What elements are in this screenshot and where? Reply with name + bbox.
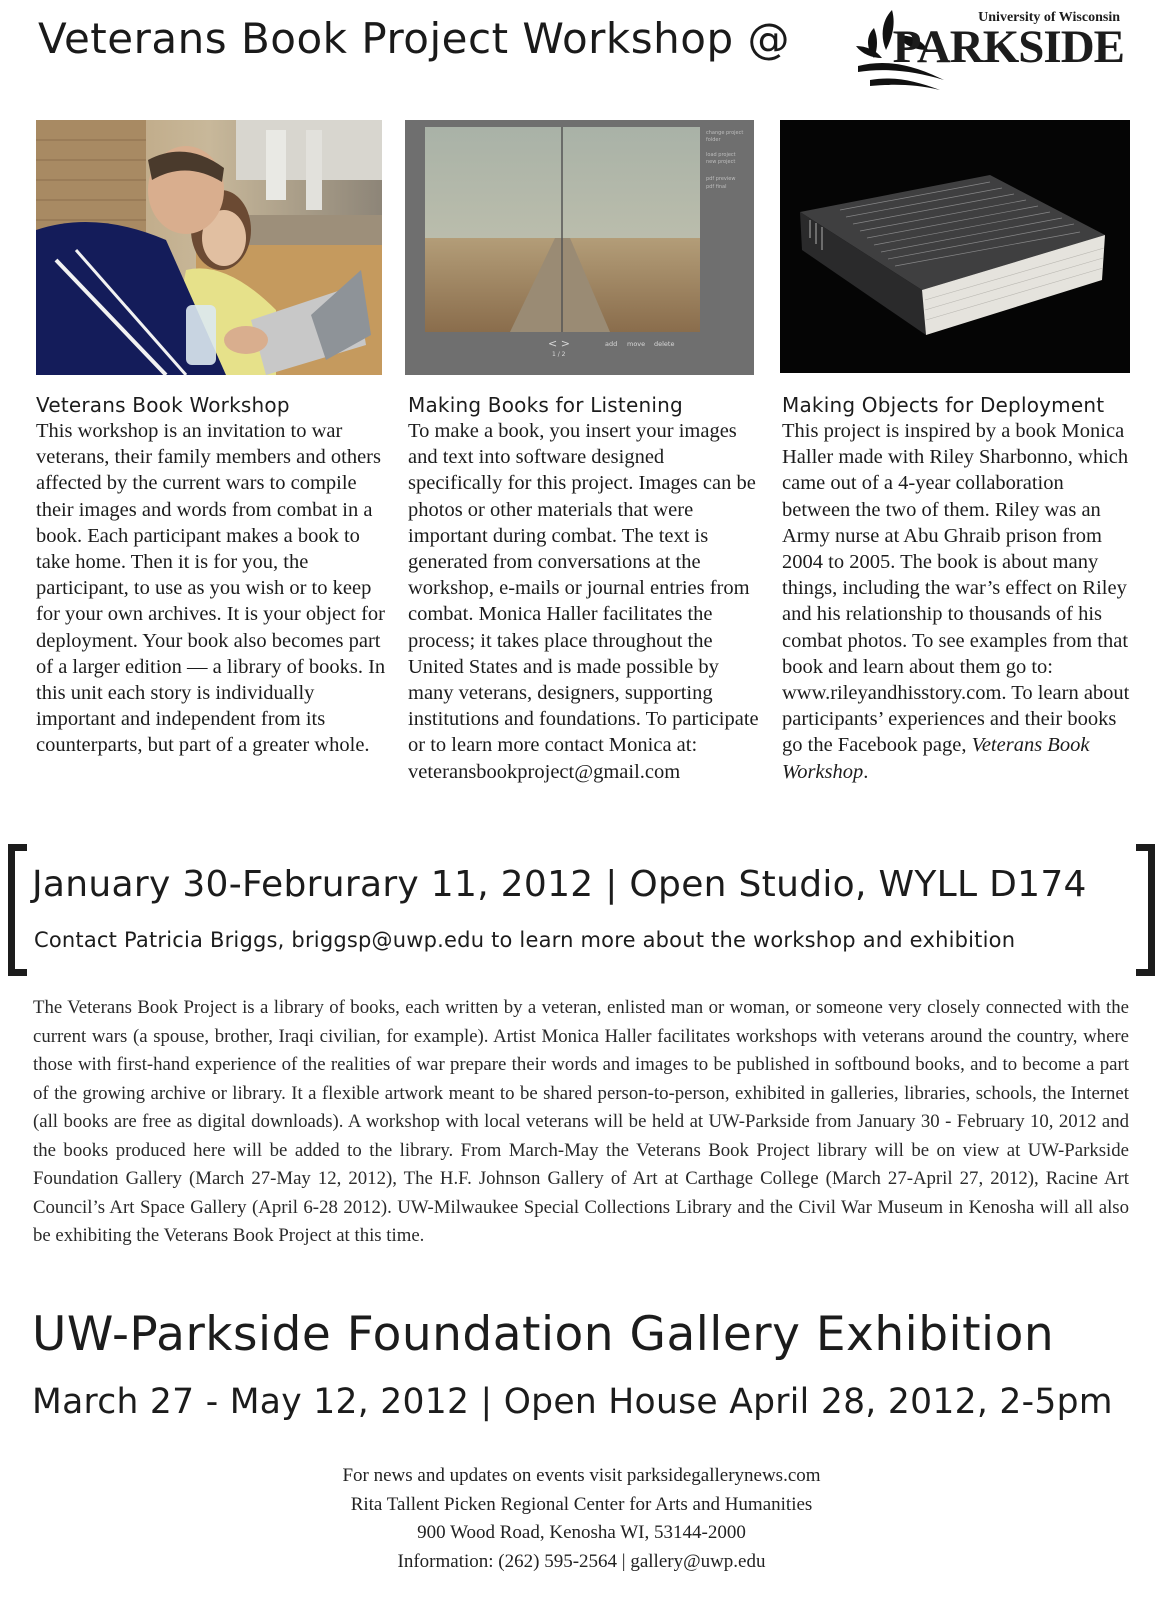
- menu-item: pdf final: [706, 184, 727, 190]
- column-text: This project is inspired by a book Monica Haller made with Riley Sharbonno, which came out of a 4-year collaboration between the two of them. Riley was an Army nurse at Abu Ghraib prison from 2004 to 2005. The book is about many things, including the war’s effect on Riley and his relationship to thousands of his combat photos. To see examples from that book and learn about them go to: www.rileyandhisstory.com. To learn about participants’ experiences and their books go the Facebook page,: [782, 420, 1130, 757]
- column-workshop: [36, 392, 388, 759]
- move-button: move: [627, 340, 646, 348]
- workshop-dates: January 30-Februrary 11, 2012 | Open Studio, WYLL D174: [32, 864, 1087, 905]
- column-heading: Making Books for Listening: [408, 393, 683, 417]
- software-screenshot: [405, 120, 754, 375]
- left-bracket: [8, 844, 27, 976]
- menu-item: folder: [706, 137, 721, 143]
- right-bracket: [1136, 844, 1155, 976]
- parkside-logo: [852, 4, 1134, 94]
- menu-item: load project: [706, 152, 736, 158]
- page-title: Veterans Book Project Workshop @: [38, 14, 790, 63]
- logo-name: PARKSIDE: [892, 21, 1124, 73]
- exhibition-dates: March 27 - May 12, 2012 | Open House April 28, 2012, 2-5pm: [32, 1382, 1113, 1422]
- menu-item: change project: [706, 130, 744, 136]
- column-text-wrap: [782, 418, 1134, 785]
- add-button: add: [605, 340, 618, 348]
- column-text-end: .: [863, 760, 869, 783]
- project-description: The Veterans Book Project is a library of books, each written by a veteran, enlisted man or woman, or someone very closely connected with the current wars (a spouse, brother, Iraqi civilian, for example). Artist Monica Haller facilitates workshops with veterans around the country, where those with first-hand experience of the realities of war prepare their words and images to be published in softbound books, and to become a part of the growing archive or library. It a flexible artwork meant to be shared person-to-person, exhibited in galleries, libraries, schools, the Internet (all books are free as digital downloads). A workshop with local veterans will be held at UW-Parkside from January 30 - February 10, 2012 and the books produced here will be added to the library. From March-May the Veterans Book Project library will be on view at UW-Parkside Foundation Gallery (March 27-May 12, 2012), The H.F. Johnson Gallery of Art at Carthage College (March 27-April 27, 2012), Racine Art Council’s Art Space Gallery (April 6-28 2012). UW-Milwaukee Special Collections Library and the Civil War Museum in Kenosha will all also be exhibiting the Veterans Book Project at this time.: [33, 997, 1129, 1246]
- exhibition-title: UW-Parkside Foundation Gallery Exhibition: [32, 1307, 1055, 1362]
- column-deployment: [782, 392, 1134, 785]
- facebook-page-name: Veterans Book Workshop: [782, 734, 1090, 783]
- column-text: This workshop is an invitation to war veterans, their family members and others affected by the current wars to compile their images and words from combat in a book. Each participant makes a book to take home. Then it is for you, the participant, to use as you wish or to keep for your own archives. It is your object for deployment. Your book also becomes part of a larger edition — a library of books. In this unit each story is individually important and independent from its counterparts, but part of a greater whole.: [36, 420, 386, 757]
- menu-item: pdf preview: [706, 176, 736, 182]
- column-heading: Veterans Book Workshop: [36, 393, 290, 417]
- footer-line: Rita Tallent Picken Regional Center for Arts and Humanities: [350, 1493, 813, 1515]
- workshop-dates-band: [0, 838, 1163, 966]
- footer-line: For news and updates on events visit parksidegallerynews.com: [342, 1465, 821, 1486]
- footer: [0, 1462, 1163, 1576]
- delete-button: delete: [654, 340, 675, 348]
- workshop-contact: Contact Patricia Briggs, briggsp@uwp.edu to learn more about the workshop and exhibition: [34, 928, 1016, 952]
- column-heading: Making Objects for Deployment: [782, 393, 1105, 417]
- page-counter: 1 / 2: [552, 351, 566, 358]
- workshop-photo: [36, 120, 382, 375]
- book-photo: [780, 120, 1130, 373]
- column-text: To make a book, you insert your images and text into software designed specifically for this project. Images can be photos or other materials that were important during combat. The text is generated from conversations at the workshop, e-mails or journal entries from combat. Monica Haller facilitates the process; it takes place throughout the United States and is made possible by many veterans, designers, supporting institutions and foundations. To participate or to learn more contact Monica at: veteransbookproject@gmail.com: [408, 420, 759, 783]
- logo-subtitle: University of Wisconsin: [978, 10, 1120, 25]
- menu-item: new project: [706, 159, 736, 165]
- page-nav-arrows: < >: [548, 337, 570, 350]
- footer-line: Information: (262) 595-2564 | gallery@uwp.edu: [397, 1550, 766, 1572]
- footer-line: 900 Wood Road, Kenosha WI, 53144-2000: [417, 1522, 746, 1543]
- column-listening: [408, 392, 760, 785]
